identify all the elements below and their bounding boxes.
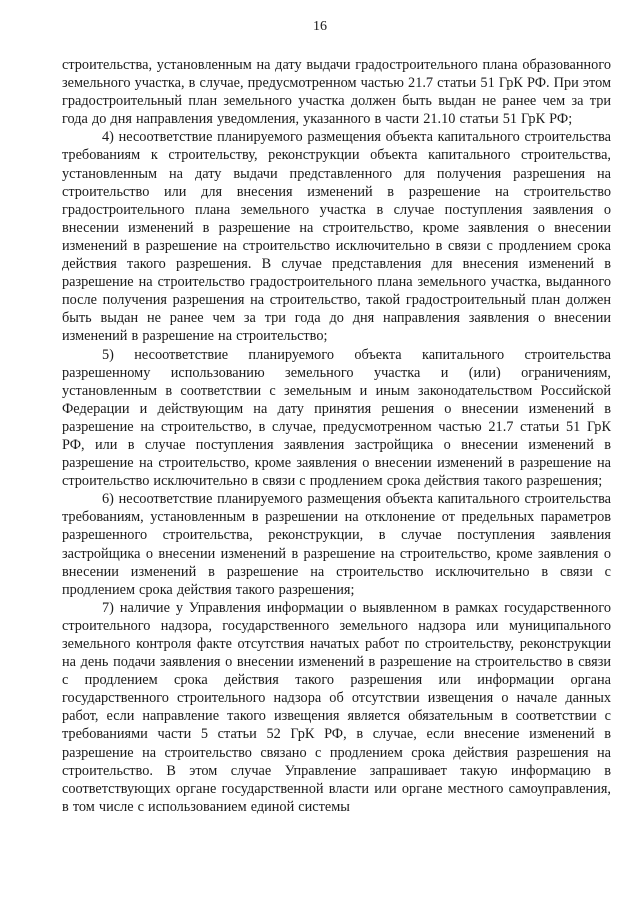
page-number: 16 [313,19,327,34]
paragraph-item-6: 6) несоответствие планируемого размещения объекта капитального строительства требованиям, установленным в разрешении на отклонение от предельных параметров разрешенного строительства, реконструкции, в случае поступления заявления застройщика о внесении изменений в разрешение на строительство, кроме заявления о внесении изменений в разрешение на строительство исключительно в связи с продлением срока действия такого разрешения; [62,491,611,598]
paragraph-item-4: 4) несоответствие планируемого размещения объекта капитального строительства требованиям к строительству, реконструкции объекта капитального строительства, установленным на дату выдачи представленного для получения разрешения на строительство или для внесения изменений в разрешение на строительство градостроительного плана земельного участка в случае поступления заявления о внесении изменений в разрешение на строительство, кроме заявления о внесении изменений в разрешение на строительство исключительно в связи с продлением срока действия такого разрешения. В случае представления для внесения изменений в разрешение на строительство градостроительного плана земельного участка, выданного после получения разрешения на строительство, такой градостроительный план должен быть выдан не ранее чем за три года до дня направления заявления о внесении изменений в разрешение на строительство; [62,129,611,345]
paragraph-continuation: строительства, установленным на дату выдачи градостроительного плана образованного земельного участка, в случае, предусмотренном частью 21.7 статьи 51 ГрК РФ. При этом градостроительный план земельного участка должен быть выдан не ранее чем за три года до дня направления уведомления, указанного в части 21.10 статьи 51 ГрК РФ; [62,57,611,128]
paragraph-item-5: 5) несоответствие планируемого объекта капитального строительства разрешенному использованию земельного участка и (или) ограничениям, установленным в соответствии с земельным и иным законодательством Российской Федерации и действующим на дату принятия решения о внесении изменений в разрешение на строительство, в случае, предусмотренном частью 21.7 статьи 51 ГрК РФ, или в случае поступления заявления застройщика о внесении изменений в разрешение на строительство, кроме заявления о внесении изменений в разрешение на строительство исключительно в связи с продлением срока действия такого разрешения; [62,346,611,490]
document-body [62,56,611,816]
paragraph-item-7: 7) наличие у Управления информации о выявленном в рамках государственного строительного надзора, государственного земельного надзора или муниципального земельного контроля факте отсутствия начатых работ по строительству, реконструкции на день подачи заявления о внесении изменений в разрешение на строительство в связи с продлением срока действия такого разрешения или информации органа государственного строительного надзора об отсутствии извещения о начале данных работ, если направление такого извещения является обязательным в соответствии с требованиями части 5 статьи 52 ГрК РФ, в случае, если внесение изменений в разрешение на строительство связано с продлением срока действия разрешения на строительство. В этом случае Управление запрашивает такую информацию в соответствующих органе государственной власти или органе местного самоуправления, в том числе с использованием единой системы [62,599,611,815]
